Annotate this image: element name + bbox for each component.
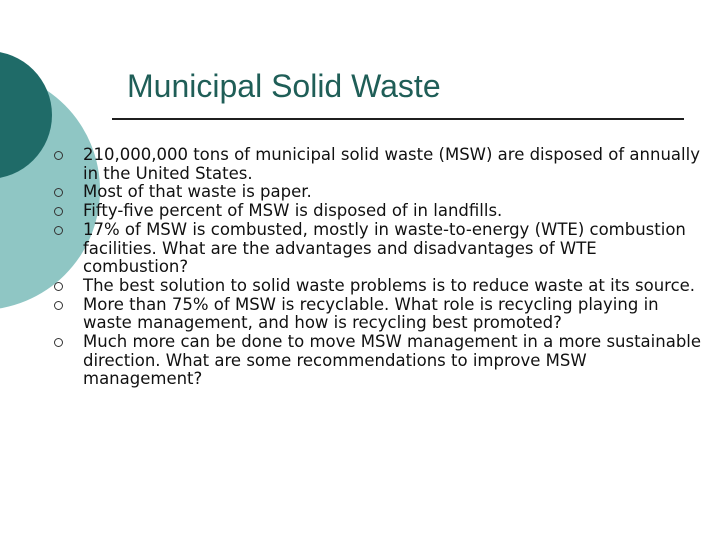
bullet-item: [54, 221, 704, 277]
bullet-text: The best solution to solid waste problems is to reduce waste at its source.: [83, 275, 696, 295]
bullet-item: [54, 202, 704, 221]
bullet-text: Much more can be done to move MSW management in a more sustainable direction. What are some recommendations to improve MSW management?: [83, 332, 702, 389]
title-underline: [112, 118, 684, 120]
bullet-list: [54, 146, 704, 389]
hollow-circle-bullet-icon: [54, 188, 63, 197]
bullet-item: [54, 333, 704, 389]
bullet-item: [54, 146, 704, 183]
bullet-item: [54, 183, 704, 202]
bullet-text: 17% of MSW is combusted, mostly in waste-to-energy (WTE) combustion facilities. What are the advantages and disadvantages of WTE combustion?: [83, 219, 686, 277]
bullet-item: [54, 296, 704, 333]
hollow-circle-bullet-icon: [54, 207, 63, 216]
hollow-circle-bullet-icon: [54, 151, 63, 160]
hollow-circle-bullet-icon: [54, 301, 63, 310]
bullet-item: [54, 277, 704, 296]
slide-title: Municipal Solid Waste: [127, 68, 441, 104]
bullet-text: More than 75% of MSW is recyclable. What role is recycling playing in waste management, and how is recycling best promoted?: [83, 294, 659, 333]
hollow-circle-bullet-icon: [54, 226, 63, 235]
hollow-circle-bullet-icon: [54, 338, 63, 347]
hollow-circle-bullet-icon: [54, 282, 63, 291]
bullet-text: Most of that waste is paper.: [83, 182, 312, 202]
bullet-text: Fifty-five percent of MSW is disposed of in landfills.: [83, 201, 503, 221]
bullet-text: 210,000,000 tons of municipal solid waste (MSW) are disposed of annually in the United States.: [83, 145, 700, 183]
